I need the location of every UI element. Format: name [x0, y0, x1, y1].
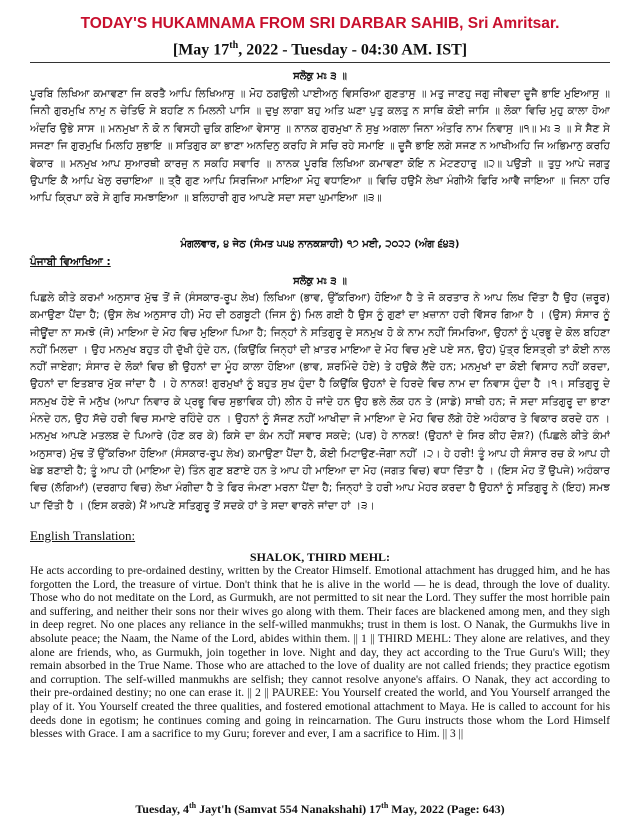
gurmukhi-verse-text: ਪੂਰਬਿ ਲਿਖਿਆ ਕਮਾਵਣਾ ਜਿ ਕਰਤੈ ਆਪਿ ਲਿਖਿਆਸੁ ॥ ਮੋਹ ਠਗਉਲੀ ਪਾਈਅਨੁ ਵਿਸਰਿਆ ਗੁਣਤਾਸੁ ॥ ਮਤੁ ਜਾਣਹੁ ਜਗੁ ਜੀਵਦਾ ਦੂਜੈ ਭਾਇ ਮੁਇਆਸੁ ॥ ਜਿਨੀ ਗੁਰਮੁਖਿ ਨਾਮੁ ਨ ਚੇਤਿਓ ਸੇ ਬਹਣਿ ਨ ਮਿਲਨੀ ਪਾਸਿ ॥ ਦੁਖੁ ਲਾਗਾ ਬਹੁ ਅਤਿ ਘਣਾ ਪੁਤੁ ਕਲਤੁ ਨ ਸਾਥਿ ਕੋਈ ਜਾਸਿ ॥ ਲੋਕਾ ਵਿਚਿ ਮੁਹੁ ਕਾਲਾ ਹੋਆ ਅੰਦਰਿ ਉਭੇ ਸਾਸ ॥ ਮਨਮੁਖਾ ਨੋ ਕੋ ਨ ਵਿਸਹੀ ਚੁਕਿ ਗਇਆ ਵੇਸਾਸੁ ॥ ਨਾਨਕ ਗੁਰਮੁਖਾ ਨੋ ਸੁਖੁ ਅਗਲਾ ਜਿਨਾ ਅੰਤਰਿ ਨਾਮ ਨਿਵਾਸੁ ॥੧॥ ਮਃ ੩ ॥ ਸੇ ਸੈਣ ਸੇ ਸਜਣਾ ਜਿ ਗੁਰਮੁਖਿ ਮਿਲਹਿ ਸੁਭਾਇ ॥ ਸਤਿਗੁਰ ਕਾ ਭਾਣਾ ਅਨਦਿਨੁ ਕਰਹਿ ਸੇ ਸਚਿ ਰਹੇ ਸਮਾਇ ॥ ਦੂਜੈ ਭਾਇ ਲਗੇ ਸਜਣ ਨ ਆਖੀਅਹਿ ਜਿ ਅਭਿਮਾਨੁ ਕਰਹਿ ਵੇਕਾਰ ॥ ਮਨਮੁਖ ਆਪ ਸੁਆਰਥੀ ਕਾਰਜੁ ਨ ਸਕਹਿ ਸਵਾਰਿ ॥ ਨਾਨਕ ਪੂਰਬਿ ਲਿਖਿਆ ਕਮਾਵਣਾ ਕੋਇ ਨ ਮੇਟਣਹਾਰੁ ॥੨॥ ਪਉੜੀ ॥ ਤੁਧੁ ਆਪੇ ਜਗਤੁ ਉਪਾਇ ਕੈ ਆਪਿ ਖੇਲੁ ਰਚਾਇਆ ॥ ਤ੍ਰੈ ਗੁਣ ਆਪਿ ਸਿਰਜਿਆ ਮਾਇਆ ਮੋਹੁ ਵਧਾਇਆ ॥ ਵਿਚਿ ਹਉਮੈ ਲੇਖਾ ਮੰਗੀਐ ਫਿਰਿ ਆਵੈ ਜਾਇਆ ॥ ਜਿਨਾ ਹਰਿ ਆਪਿ ਕ੍ਰਿਪਾ ਕਰੇ ਸੇ ਗੁਰਿ ਸਮਝਾਇਆ ॥ ਬਲਿਹਾਰੀ ਗੁਰ ਆਪਣੇ ਸਦਾ ਸਦਾ ਘੁਮਾਇਆ ॥੩॥: [30, 88, 610, 205]
english-translation-text: He acts according to pre-ordained destiny, written by the Creator Himself. Emotional attachment has drugged him, and he has forgotten the Lord, the treasure of virtue. Don't think that he is alive in the world — he is dead, through the love of duality. Those who do not meditate on the Lord, as Gurmukh, are not permitted to sit near the Lord. They suffer the most horrible pain and suffering, and neither their sons nor their wives go along with them. Their faces are blackened among men, and they sigh in deep regret. No one places any reliance in the self-willed manmukhs; trust in them is lost. O Nanak, the Gurmukhs live in absolute peace; the Naam, the Name of the Lord, abides within them. || 1 || THIRD MEHL: They alone are relatives, and they alone are friends, who, as Gurmukh, join together in love. Night and day, they act according to the True Guru's Will; they remain absorbed in the True Name. Those who are attached to the love of duality are not called friends; they practice egotism and corruption. The self-willed manmukhs are selfish; they cannot resolve anyone's affairs. O Nanak, they act according to their pre-ordained destiny; no one can erase it. || 2 || PAUREE: You Yourself created the world, and You Yourself arranged the play of it. You Yourself created the three qualities, and fostered emotional attachment to Maya. He is called to account for his deeds done in egotism; he continues coming and going in reincarnation. The Guru instructs those whom the Lord Himself blesses with Grace. I am a sacrifice to my Guru; forever and ever, I am a sacrifice to Him. || 3 ||: [30, 565, 610, 741]
footer-date-rest: May, 2022 (Page: 643): [388, 802, 505, 816]
english-label: English Translation:: [30, 528, 136, 543]
gurmukhi-heading: ਸਲੋਕੁ ਮਃ ੩ ॥: [293, 71, 347, 82]
punjabi-heading: ਸਲੋਕੁ ਮਃ ੩ ॥: [293, 276, 347, 287]
punjabi-explanation: [30, 290, 610, 533]
footer-date-open: Tuesday, 4: [135, 802, 189, 816]
english-translation: [30, 565, 610, 787]
english-heading: SHALOK, THIRD MEHL:: [249, 550, 391, 564]
gurmukhi-date-line: ਮੰਗਲਵਾਰ, ੪ ਜੇਠ (ਸੰਮਤ ੫੫੪ ਨਾਨਕਸ਼ਾਹੀ) ੧੭ ਮਈ, ੨੦੨੨ (ਅੰਗ ੬੪੩): [180, 239, 460, 250]
date-rest: , 2022 - Tuesday - 04:30 AM. IST]: [238, 41, 468, 59]
footer-date: [20, 801, 620, 817]
hukamnama-date: [20, 36, 620, 60]
title-divider: [30, 62, 610, 63]
footer-sup-1: th: [189, 801, 197, 810]
page-title: TODAY'S HUKAMNAMA FROM SRI DARBAR SAHIB, Sri Amritsar.: [80, 15, 560, 32]
footer-date-mid: Jayt'h (Samvat 554 Nanakshahi) 17: [196, 802, 382, 816]
date-suffix: th: [229, 40, 239, 51]
footer-sup-2: th: [381, 801, 389, 810]
punjabi-explanation-text: ਪਿਛਲੇ ਕੀਤੇ ਕਰਮਾਂ ਅਨੁਸਾਰ ਮੁੱਢ ਤੋਂ ਜੋ (ਸੰਸਕਾਰ-ਰੂਪ ਲੇਖ) ਲਿਖਿਆ (ਭਾਵ, ਉੱਕਰਿਆ) ਹੋਇਆ ਹੈ ਤੇ ਜੋ ਕਰਤਾਰ ਨੇ ਆਪ ਲਿਖ ਦਿੱਤਾ ਹੈ ਉਹ (ਜ਼ਰੂਰ) ਕਮਾਉਣਾ ਪੈਂਦਾ ਹੈ; (ਉਸ ਲੇਖ ਅਨੁਸਾਰ ਹੀ) ਮੋਹ ਦੀ ਠਗਬੂਟੀ (ਜਿਸ ਨੂੰ) ਮਿਲ ਗਈ ਹੈ ਉਸ ਨੂੰ ਗੁਣਾਂ ਦਾ ਖ਼ਜ਼ਾਨਾ ਹਰੀ ਵਿੱਸਰ ਗਿਆ ਹੈ । (ਉਸ) ਸੰਸਾਰ ਨੂੰ ਜੀਊਂਦਾ ਨਾ ਸਮਝੋ (ਜੋ) ਮਾਇਆ ਦੇ ਮੋਹ ਵਿਚ ਮੁਇਆ ਪਿਆ ਹੈ; ਜਿਨ੍ਹਾਂ ਨੇ ਸਤਿਗੁਰੂ ਦੇ ਸਨਮੁਖ ਹੋ ਕੇ ਨਾਮ ਨਹੀਂ ਸਿਮਰਿਆ, ਉਹਨਾਂ ਨੂੰ ਪ੍ਰਭੂ ਦੇ ਕੋਲ ਬਹਿਣਾ ਨਹੀਂ ਮਿਲਦਾ । ਉਹ ਮਨਮੁਖ ਬਹੁਤ ਹੀ ਦੁੱਖੀ ਹੁੰਦੇ ਹਨ, (ਕਿਉਂਕਿ ਜਿਨ੍ਹਾਂ ਦੀ ਖ਼ਾਤਰ ਮਾਇਆ ਦੇ ਮੋਹ ਵਿਚ ਮੁਏ ਪਏ ਸਨ, ਉਹ) ਪੁੱਤ੍ਰ ਇਸਤ੍ਰੀ ਤਾਂ ਕੋਈ ਨਾਲ ਨਹੀਂ ਜਾਏਗਾ; ਸੰਸਾਰ ਦੇ ਲੋਕਾਂ ਵਿਚ ਭੀ ਉਹਨਾਂ ਦਾ ਮੂੰਹ ਕਾਲਾ ਹੋਇਆ (ਭਾਵ, ਸ਼ਰਮਿੰਦੇ ਹੋਏ) ਤੇ ਹਉਕੇ ਲੈਂਦੇ ਹਨ; ਮਨਮੁਖਾਂ ਦਾ ਕੋਈ ਵਿਸਾਹ ਨਹੀਂ ਕਰਦਾ, ਉਹਨਾਂ ਦਾ ਇਤਬਾਰ ਮੁੱਕ ਜਾਂਦਾ ਹੈ । ਹੇ ਨਾਨਕ! ਗੁਰਮੁਖਾਂ ਨੂੰ ਬਹੁਤ ਸੁਖ ਹੁੰਦਾ ਹੈ ਕਿਉਂਕਿ ਉਹਨਾਂ ਦੇ ਹਿਰਦੇ ਵਿਚ ਨਾਮ ਦਾ ਨਿਵਾਸ ਹੁੰਦਾ ਹੈ ।੧। ਸਤਿਗੁਰੂ ਦੇ ਸਨਮੁਖ ਹੋਏ ਜੋ ਮਨੁੱਖ (ਆਪਾ ਨਿਵਾਰ ਕੇ ਪ੍ਰਭੂ ਵਿਚ ਸੁਭਾਵਿਕ ਹੀ) ਲੀਨ ਹੋ ਜਾਂਦੇ ਹਨ ਉਹ ਭਲੇ ਲੋਕ ਹਨ ਤੇ (ਸਾਡੇ) ਸਾਥੀ ਹਨ; ਜੋ ਸਦਾ ਸਤਿਗੁਰੂ ਦਾ ਭਾਣਾ ਮੰਨਦੇ ਹਨ, ਉਹ ਸੱਚੇ ਹਰੀ ਵਿਚ ਸਮਾਏ ਰਹਿੰਦੇ ਹਨ । ਉਹਨਾਂ ਨੂੰ ਸੱਜਣ ਨਹੀਂ ਆਖੀਦਾ ਜੋ ਮਾਇਆ ਦੇ ਮੋਹ ਵਿਚ ਲੱਗੇ ਹੋਏ ਅਹੰਕਾਰ ਤੇ ਵਿਕਾਰ ਕਰਦੇ ਹਨ । ਮਨਮੁਖ ਆਪਣੇ ਮਤਲਬ ਦੇ ਪਿਆਰੇ (ਹੋਣ ਕਰ ਕੇ) ਕਿਸੇ ਦਾ ਕੰਮ ਨਹੀਂ ਸਵਾਰ ਸਕਦੇ; (ਪਰ) ਹੇ ਨਾਨਕ! (ਉਹਨਾਂ ਦੇ ਸਿਰ ਕੀਹ ਦੋਸ਼?) (ਪਿਛਲੇ ਕੀਤੇ ਕੰਮਾਂ ਅਨੁਸਾਰ) ਮੁੱਢ ਤੋਂ ਉੱਕਰਿਆ ਹੋਇਆ (ਸੰਸਕਾਰ-ਰੂਪ ਲੇਖ) ਕਮਾਉਣਾ ਪੈਂਦਾ ਹੈ, ਕੋਈ ਮਿਟਾਉਣ-ਜੋਗਾ ਨਹੀਂ ।੨। ਹੇ ਹਰੀ! ਤੂੰ ਆਪ ਹੀ ਸੰਸਾਰ ਰਚ ਕੇ ਆਪ ਹੀ ਖੇਡ ਬਣਾਈ ਹੈ; ਤੂੰ ਆਪ ਹੀ (ਮਾਇਆ ਦੇ) ਤਿੰਨ ਗੁਣ ਬਣਾਏ ਹਨ ਤੇ ਆਪ ਹੀ ਮਾਇਆ ਦਾ ਮੋਹ (ਜਗਤ ਵਿਚ) ਵਧਾ ਦਿੱਤਾ ਹੈ । (ਇਸ ਮੋਹ ਤੋਂ ਉਪਜੇ) ਅਹੰਕਾਰ ਵਿਚ (ਲੱਗਿਆਂ) (ਦਰਗਾਹ ਵਿਚ) ਲੇਖਾ ਮੰਗੀਦਾ ਹੈ ਤੇ ਫਿਰ ਜੰਮਣਾ ਮਰਨਾ ਪੈਂਦਾ ਹੈ; ਜਿਨ੍ਹਾਂ ਤੇ ਹਰੀ ਆਪ ਮੇਹਰ ਕਰਦਾ ਹੈ ਉਹਨਾਂ ਨੂੰ ਸਤਿਗੁਰੂ ਨੇ (ਇਹ) ਸਮਝ ਪਾ ਦਿੱਤੀ ਹੈ । (ਇਸ ਕਰਕੇ) ਮੈਂ ਆਪਣੇ ਸਤਿਗੁਰੂ ਤੋਂ ਸਦਕੇ ਹਾਂ ਤੇ ਸਦਾ ਵਾਰਨੇ ਜਾਂਦਾ ਹਾਂ ।੩।: [30, 292, 610, 512]
date-open: [May 17: [172, 41, 230, 59]
punjabi-label: ਪੰਜਾਬੀ ਵਿਆਖਿਆ :: [30, 256, 111, 268]
